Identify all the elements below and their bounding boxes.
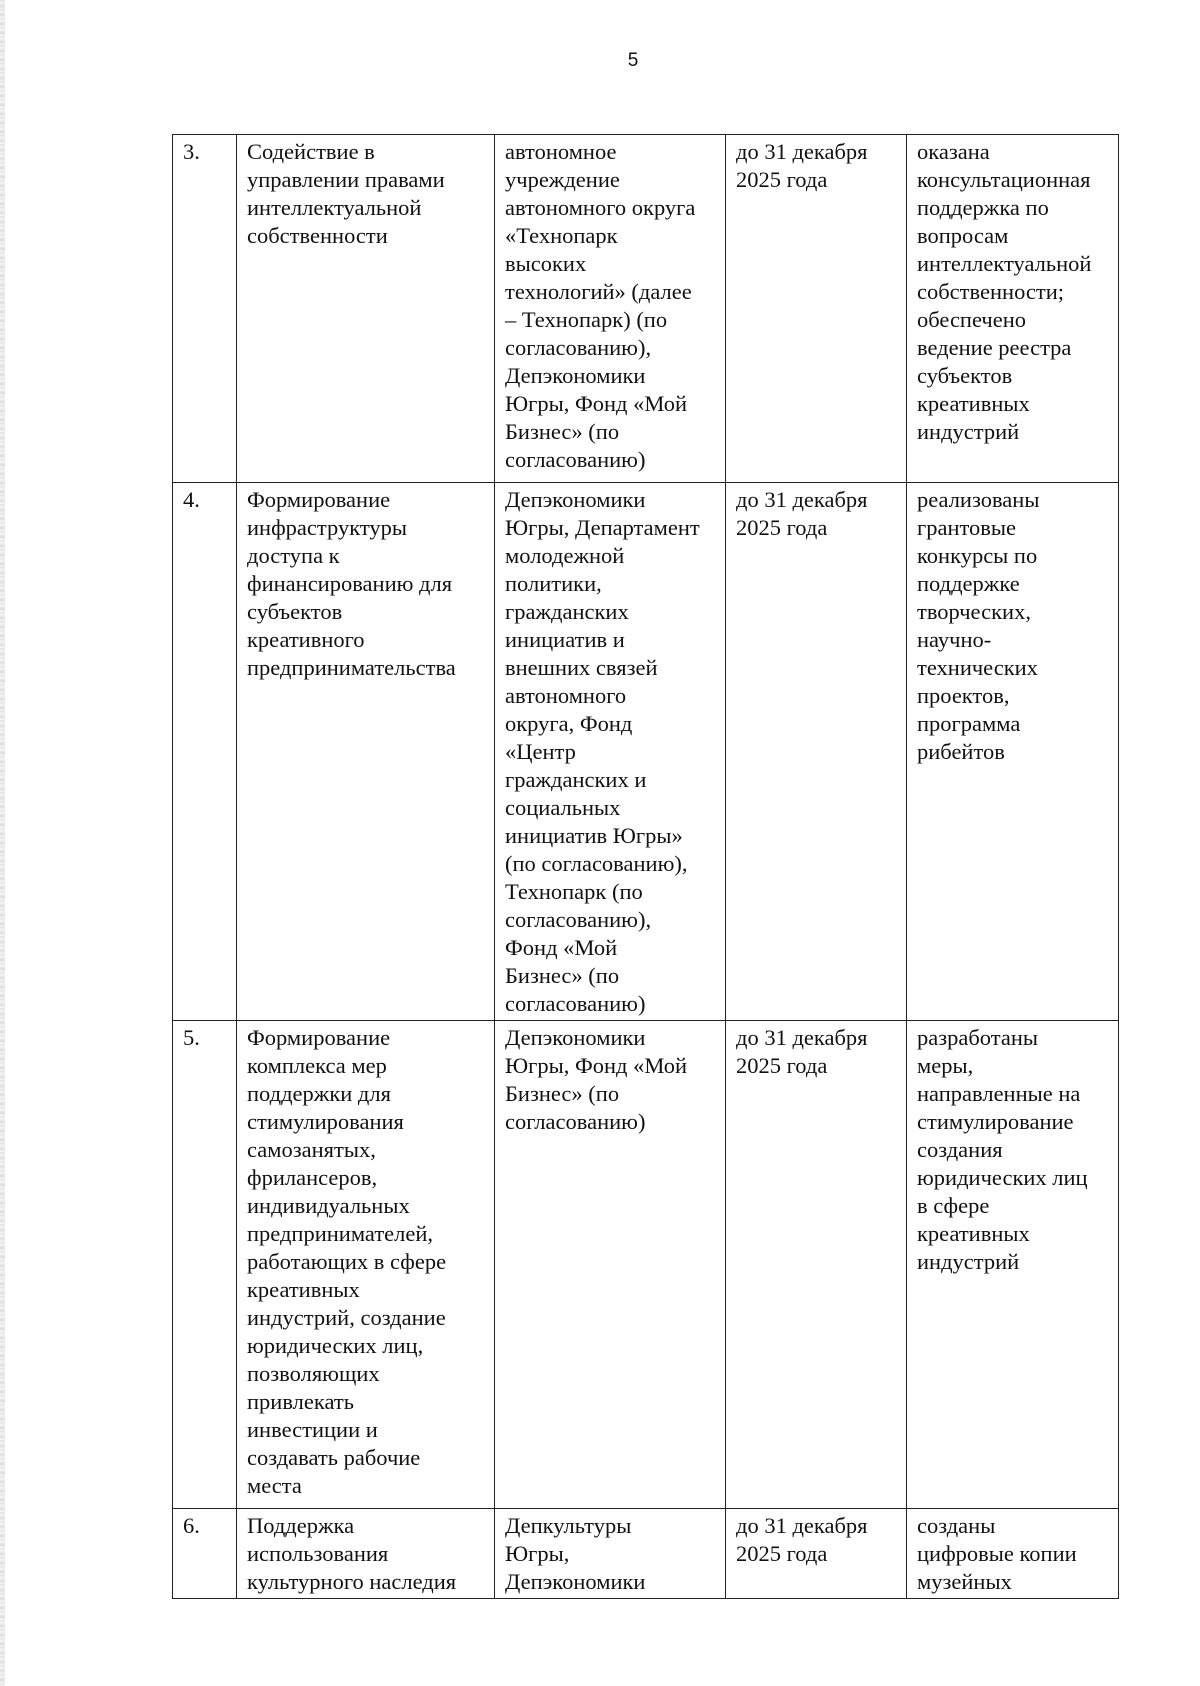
task-cell: Поддержка использования культурного наследия bbox=[237, 1509, 495, 1599]
row-number: 3. bbox=[173, 135, 237, 483]
result-cell: оказана консультационная поддержка по вопросам интеллектуальной собственности; обеспечено ведение реестра субъектов креативных индустрий bbox=[907, 135, 1119, 483]
page-number: 5 bbox=[627, 50, 639, 71]
deadline-cell: до 31 декабря 2025 года bbox=[726, 1509, 907, 1599]
row-number: 5. bbox=[173, 1021, 237, 1509]
task-cell: Формирование инфраструктуры доступа к финансированию для субъектов креативного предпринимательства bbox=[237, 483, 495, 1021]
table-row bbox=[173, 1509, 1119, 1599]
row-number: 4. bbox=[173, 483, 237, 1021]
result-cell: реализованы грантовые конкурсы по поддержке творческих, научно- технических проектов, программа рибейтов bbox=[907, 483, 1119, 1021]
row-number: 6. bbox=[173, 1509, 237, 1599]
deadline-cell: до 31 декабря 2025 года bbox=[726, 483, 907, 1021]
table-row bbox=[173, 1021, 1119, 1509]
executor-cell: Депэкономики Югры, Фонд «Мой Бизнес» (по согласованию) bbox=[495, 1021, 726, 1509]
deadline-cell: до 31 декабря 2025 года bbox=[726, 1021, 907, 1509]
task-cell: Содействие в управлении правами интеллектуальной собственности bbox=[237, 135, 495, 483]
task-cell: Формирование комплекса мер поддержки для стимулирования самозанятых, фрилансеров, индивидуальных предпринимателей, работающих в сфере креативных индустрий, создание юридических лиц, позволяющих привлекать инвестиции и создавать рабочие места bbox=[237, 1021, 495, 1509]
result-cell: разработаны меры, направленные на стимулирование создания юридических лиц в сфере креативных индустрий bbox=[907, 1021, 1119, 1509]
executor-cell: Депэкономики Югры, Департамент молодежной политики, гражданских инициатив и внешних связей автономного округа, Фонд «Центр гражданских и социальных инициатив Югры» (по согласованию), Технопарк (по согласованию), Фонд «Мой Бизнес» (по согласованию) bbox=[495, 483, 726, 1021]
scan-edge bbox=[0, 0, 5, 1686]
table-row bbox=[173, 135, 1119, 483]
table-row bbox=[173, 483, 1119, 1021]
deadline-cell: до 31 декабря 2025 года bbox=[726, 135, 907, 483]
result-cell: созданы цифровые копии музейных bbox=[907, 1509, 1119, 1599]
executor-cell: автономное учреждение автономного округа «Технопарк высоких технологий» (далее – Технопарк) (по согласованию), Депэкономики Югры, Фонд «Мой Бизнес» (по согласованию) bbox=[495, 135, 726, 483]
executor-cell: Депкультуры Югры, Депэкономики bbox=[495, 1509, 726, 1599]
measures-table bbox=[172, 134, 1119, 1599]
